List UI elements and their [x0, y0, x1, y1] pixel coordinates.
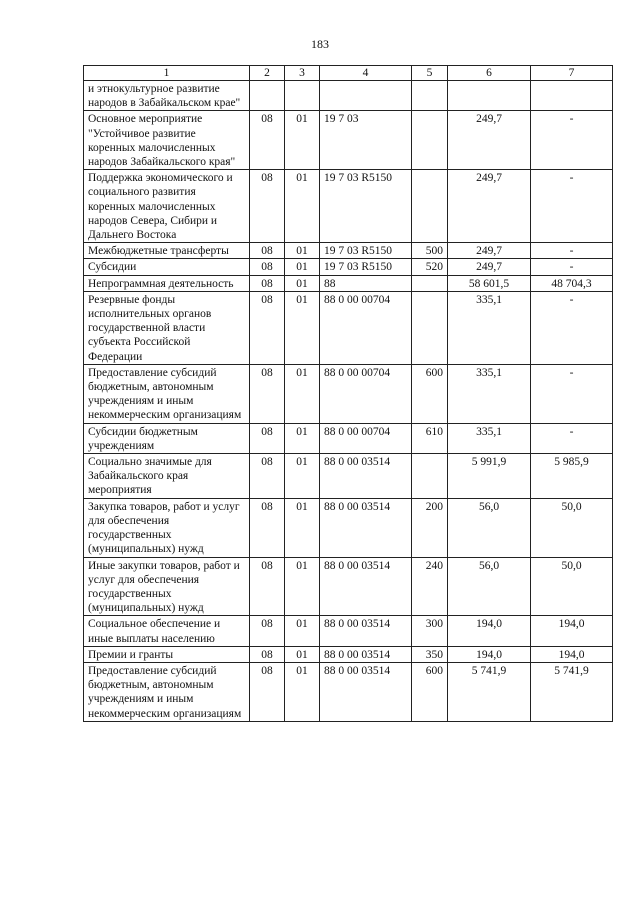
- row-name-cell: и этнокультурное развитие народов в Забайкальском крае": [84, 81, 250, 111]
- header-cell: 6: [448, 66, 531, 81]
- section-code-cell: 08: [250, 498, 285, 557]
- amount-year2-cell: -: [531, 259, 613, 275]
- target-article-cell: 19 7 03 R5150: [320, 243, 412, 259]
- section-code-cell: 08: [250, 616, 285, 646]
- target-article-cell: 88 0 00 00704: [320, 364, 412, 423]
- table-row: [84, 616, 613, 646]
- expense-type-cell: [412, 170, 448, 243]
- section-code-cell: 08: [250, 557, 285, 616]
- expense-type-cell: [412, 291, 448, 364]
- subsection-code-cell: 01: [285, 243, 320, 259]
- section-code-cell: [250, 81, 285, 111]
- budget-table: [83, 65, 613, 722]
- amount-year1-cell: [448, 81, 531, 111]
- target-article-cell: 88 0 00 03514: [320, 557, 412, 616]
- subsection-code-cell: 01: [285, 111, 320, 170]
- table-row: [84, 423, 613, 453]
- target-article-cell: 19 7 03: [320, 111, 412, 170]
- table-row: [84, 243, 613, 259]
- amount-year2-cell: -: [531, 170, 613, 243]
- amount-year1-cell: 249,7: [448, 259, 531, 275]
- amount-year2-cell: 5 985,9: [531, 454, 613, 499]
- row-name-cell: Закупка товаров, работ и услуг для обеспечения государственных (муниципальных) нужд: [84, 498, 250, 557]
- section-code-cell: 08: [250, 291, 285, 364]
- amount-year2-cell: 5 741,9: [531, 662, 613, 721]
- amount-year1-cell: 335,1: [448, 364, 531, 423]
- target-article-cell: 19 7 03 R5150: [320, 259, 412, 275]
- row-name-cell: Субсидии: [84, 259, 250, 275]
- header-cell: 3: [285, 66, 320, 81]
- amount-year1-cell: 5 741,9: [448, 662, 531, 721]
- amount-year2-cell: [531, 81, 613, 111]
- amount-year1-cell: 194,0: [448, 646, 531, 662]
- subsection-code-cell: 01: [285, 498, 320, 557]
- expense-type-cell: [412, 275, 448, 291]
- section-code-cell: 08: [250, 454, 285, 499]
- section-code-cell: 08: [250, 423, 285, 453]
- amount-year1-cell: 5 991,9: [448, 454, 531, 499]
- subsection-code-cell: 01: [285, 662, 320, 721]
- amount-year1-cell: 335,1: [448, 291, 531, 364]
- amount-year1-cell: 249,7: [448, 111, 531, 170]
- row-name-cell: Социально значимые для Забайкальского края мероприятия: [84, 454, 250, 499]
- subsection-code-cell: 01: [285, 423, 320, 453]
- amount-year2-cell: -: [531, 291, 613, 364]
- section-code-cell: 08: [250, 243, 285, 259]
- table-row: [84, 662, 613, 721]
- row-name-cell: Социальное обеспечение и иные выплаты населению: [84, 616, 250, 646]
- target-article-cell: 19 7 03 R5150: [320, 170, 412, 243]
- table-row: [84, 291, 613, 364]
- expense-type-cell: 600: [412, 364, 448, 423]
- amount-year2-cell: 50,0: [531, 557, 613, 616]
- header-cell: 4: [320, 66, 412, 81]
- expense-type-cell: [412, 454, 448, 499]
- expense-type-cell: 350: [412, 646, 448, 662]
- amount-year2-cell: 194,0: [531, 616, 613, 646]
- section-code-cell: 08: [250, 275, 285, 291]
- page-number: 183: [311, 37, 329, 51]
- expense-type-cell: 200: [412, 498, 448, 557]
- header-cell: 2: [250, 66, 285, 81]
- subsection-code-cell: 01: [285, 364, 320, 423]
- row-name-cell: Иные закупки товаров, работ и услуг для обеспечения государственных (муниципальных) нужд: [84, 557, 250, 616]
- row-name-cell: Непрограммная деятельность: [84, 275, 250, 291]
- row-name-cell: Предоставление субсидий бюджетным, автономным учреждениям и иным некоммерческим организациям: [84, 364, 250, 423]
- row-name-cell: Основное мероприятие "Устойчивое развитие коренных малочисленных народов Забайкальского края": [84, 111, 250, 170]
- expense-type-cell: 300: [412, 616, 448, 646]
- subsection-code-cell: 01: [285, 646, 320, 662]
- subsection-code-cell: 01: [285, 170, 320, 243]
- amount-year1-cell: 56,0: [448, 557, 531, 616]
- amount-year2-cell: 48 704,3: [531, 275, 613, 291]
- table-row: [84, 454, 613, 499]
- row-name-cell: Премии и гранты: [84, 646, 250, 662]
- table-row: [84, 111, 613, 170]
- target-article-cell: [320, 81, 412, 111]
- header-cell: 1: [84, 66, 250, 81]
- amount-year2-cell: 50,0: [531, 498, 613, 557]
- expense-type-cell: 520: [412, 259, 448, 275]
- target-article-cell: 88 0 00 03514: [320, 498, 412, 557]
- section-code-cell: 08: [250, 111, 285, 170]
- header-cell: 5: [412, 66, 448, 81]
- amount-year1-cell: 335,1: [448, 423, 531, 453]
- target-article-cell: 88 0 00 00704: [320, 291, 412, 364]
- table-row: [84, 557, 613, 616]
- row-name-cell: Субсидии бюджетным учреждениям: [84, 423, 250, 453]
- subsection-code-cell: 01: [285, 616, 320, 646]
- table-body: [84, 81, 613, 722]
- expense-type-cell: [412, 81, 448, 111]
- subsection-code-cell: 01: [285, 291, 320, 364]
- section-code-cell: 08: [250, 646, 285, 662]
- subsection-code-cell: 01: [285, 557, 320, 616]
- target-article-cell: 88 0 00 03514: [320, 616, 412, 646]
- expense-type-cell: 500: [412, 243, 448, 259]
- target-article-cell: 88 0 00 03514: [320, 662, 412, 721]
- target-article-cell: 88 0 00 00704: [320, 423, 412, 453]
- amount-year1-cell: 249,7: [448, 243, 531, 259]
- section-code-cell: 08: [250, 259, 285, 275]
- row-name-cell: Межбюджетные трансферты: [84, 243, 250, 259]
- expense-type-cell: [412, 111, 448, 170]
- table-row: [84, 259, 613, 275]
- row-name-cell: Предоставление субсидий бюджетным, автономным учреждениям и иным некоммерческим организациям: [84, 662, 250, 721]
- amount-year1-cell: 194,0: [448, 616, 531, 646]
- expense-type-cell: 240: [412, 557, 448, 616]
- table-row: [84, 275, 613, 291]
- target-article-cell: 88 0 00 03514: [320, 454, 412, 499]
- amount-year1-cell: 56,0: [448, 498, 531, 557]
- header-row: [84, 66, 613, 81]
- amount-year2-cell: 194,0: [531, 646, 613, 662]
- amount-year2-cell: -: [531, 423, 613, 453]
- amount-year2-cell: -: [531, 364, 613, 423]
- amount-year2-cell: -: [531, 111, 613, 170]
- table-row: [84, 81, 613, 111]
- table-row: [84, 364, 613, 423]
- target-article-cell: 88: [320, 275, 412, 291]
- table-row: [84, 170, 613, 243]
- section-code-cell: 08: [250, 364, 285, 423]
- expense-type-cell: 600: [412, 662, 448, 721]
- amount-year1-cell: 58 601,5: [448, 275, 531, 291]
- table-row: [84, 646, 613, 662]
- subsection-code-cell: 01: [285, 259, 320, 275]
- section-code-cell: 08: [250, 662, 285, 721]
- subsection-code-cell: 01: [285, 454, 320, 499]
- row-name-cell: Поддержка экономического и социального развития коренных малочисленных народов Севера, Сибири и Дальнего Востока: [84, 170, 250, 243]
- target-article-cell: 88 0 00 03514: [320, 646, 412, 662]
- amount-year1-cell: 249,7: [448, 170, 531, 243]
- table-row: [84, 498, 613, 557]
- subsection-code-cell: 01: [285, 275, 320, 291]
- amount-year2-cell: -: [531, 243, 613, 259]
- expense-type-cell: 610: [412, 423, 448, 453]
- section-code-cell: 08: [250, 170, 285, 243]
- header-cell: 7: [531, 66, 613, 81]
- subsection-code-cell: [285, 81, 320, 111]
- row-name-cell: Резервные фонды исполнительных органов государственной власти субъекта Российской Федерации: [84, 291, 250, 364]
